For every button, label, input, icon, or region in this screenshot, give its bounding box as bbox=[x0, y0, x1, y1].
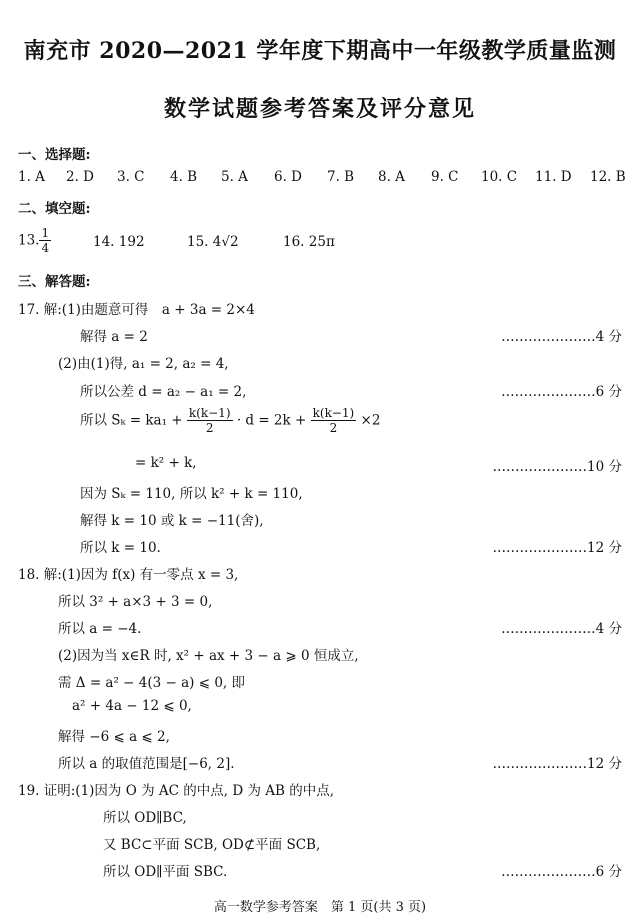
q17-frac2-num: k(k−1) bbox=[312, 406, 355, 420]
q17-line-8: 解得 k = 10 或 k = −11(舍), bbox=[80, 513, 264, 529]
answer-q14: 14. 192 bbox=[93, 234, 145, 250]
choice-answer: 1. A bbox=[18, 169, 45, 185]
q17-frac2-den: 2 bbox=[329, 421, 338, 436]
q17-fraction-1 bbox=[187, 406, 233, 436]
q13-fraction bbox=[39, 226, 51, 256]
q18-score-4: …………………4 分 bbox=[501, 621, 622, 637]
q17-sum-formula-part3: ×2 bbox=[360, 412, 381, 429]
section-heading-solve: 三、解答题: bbox=[18, 274, 91, 290]
q13-denominator: 4 bbox=[41, 241, 50, 256]
q19-line-1: 19. 证明:(1)因为 O 为 AC 的中点, D 为 AB 的中点, bbox=[18, 783, 334, 799]
q17-line-1: 17. 解:(1)由题意可得 a + 3a = 2×4 bbox=[18, 302, 255, 318]
q18-line-5: 需 Δ = a² − 4(3 − a) ⩽ 0, 即 bbox=[58, 675, 246, 691]
choice-answer: 3. C bbox=[117, 169, 145, 185]
page-footer: 高一数学参考答案 第 1 页(共 3 页) bbox=[213, 900, 427, 915]
q18-line-6: a² + 4a − 12 ⩽ 0, bbox=[72, 698, 192, 714]
choice-answer: 12. B bbox=[590, 169, 626, 185]
section-heading-fill: 二、填空题: bbox=[18, 201, 91, 217]
q17-frac1-num: k(k−1) bbox=[188, 406, 231, 420]
choice-answer: 9. C bbox=[431, 169, 459, 185]
answer-q13 bbox=[18, 226, 51, 256]
answer-q15: 15. 4√2 bbox=[187, 234, 239, 250]
q17-line-2: 解得 a = 2 bbox=[80, 329, 148, 345]
choice-answer: 2. D bbox=[66, 169, 94, 185]
q17-sum-formula-part1: 所以 Sₖ = ka₁ + bbox=[80, 412, 183, 429]
q17-line-4: 所以公差 d = a₂ − a₁ = 2, bbox=[80, 384, 247, 400]
q18-line-7: 解得 −6 ⩽ a ⩽ 2, bbox=[58, 729, 170, 745]
q17-score-12: …………………12 分 bbox=[492, 540, 622, 556]
q18-line-1: 18. 解:(1)因为 f(x) 有一零点 x = 3, bbox=[18, 567, 239, 583]
q13-label: 13. bbox=[18, 232, 40, 249]
q18-line-8: 所以 a 的取值范围是[−6, 2]. bbox=[58, 756, 235, 772]
q17-line-7: 因为 Sₖ = 110, 所以 k² + k = 110, bbox=[80, 486, 303, 502]
q13-numerator: 1 bbox=[41, 226, 50, 240]
q17-line-5 bbox=[80, 406, 380, 436]
q18-line-2: 所以 3² + a×3 + 3 = 0, bbox=[58, 594, 213, 610]
q19-line-2: 所以 OD∥BC, bbox=[103, 810, 187, 826]
document-title: 南充市 2020—2021 学年度下期高中一年级教学质量监测 bbox=[23, 38, 617, 64]
q17-sum-formula-part2: · d = 2k + bbox=[236, 412, 307, 429]
q17-fraction-2 bbox=[311, 406, 357, 436]
q17-score-10: …………………10 分 bbox=[492, 459, 622, 475]
q19-line-4: 所以 OD∥平面 SBC. bbox=[103, 864, 228, 880]
section-heading-choice: 一、选择题: bbox=[18, 147, 91, 163]
q17-frac1-den: 2 bbox=[205, 421, 214, 436]
q18-line-4: (2)因为当 x∈R 时, x² + ax + 3 − a ⩾ 0 恒成立, bbox=[58, 648, 359, 664]
answer-q16: 16. 25π bbox=[283, 234, 335, 250]
choice-answer: 5. A bbox=[221, 169, 248, 185]
q17-line-6: = k² + k, bbox=[135, 455, 197, 471]
q19-line-3: 又 BC⊂平面 SCB, OD⊄平面 SCB, bbox=[103, 837, 321, 853]
choice-answer: 6. D bbox=[274, 169, 302, 185]
choice-answer: 4. B bbox=[170, 169, 198, 185]
q17-score-6: …………………6 分 bbox=[501, 384, 622, 400]
q18-score-12: …………………12 分 bbox=[492, 756, 622, 772]
choice-answer: 11. D bbox=[535, 169, 572, 185]
q17-score-4: …………………4 分 bbox=[501, 329, 622, 345]
choice-answer: 10. C bbox=[481, 169, 518, 185]
q18-line-3: 所以 a = −4. bbox=[58, 621, 142, 637]
document-subtitle: 数学试题参考答案及评分意见 bbox=[163, 96, 476, 122]
q17-line-3: (2)由(1)得, a₁ = 2, a₂ = 4, bbox=[58, 356, 229, 372]
q17-line-9: 所以 k = 10. bbox=[80, 540, 161, 556]
choice-answer: 7. B bbox=[327, 169, 355, 185]
q19-score-6: …………………6 分 bbox=[501, 864, 622, 880]
choice-answer: 8. A bbox=[378, 169, 405, 185]
